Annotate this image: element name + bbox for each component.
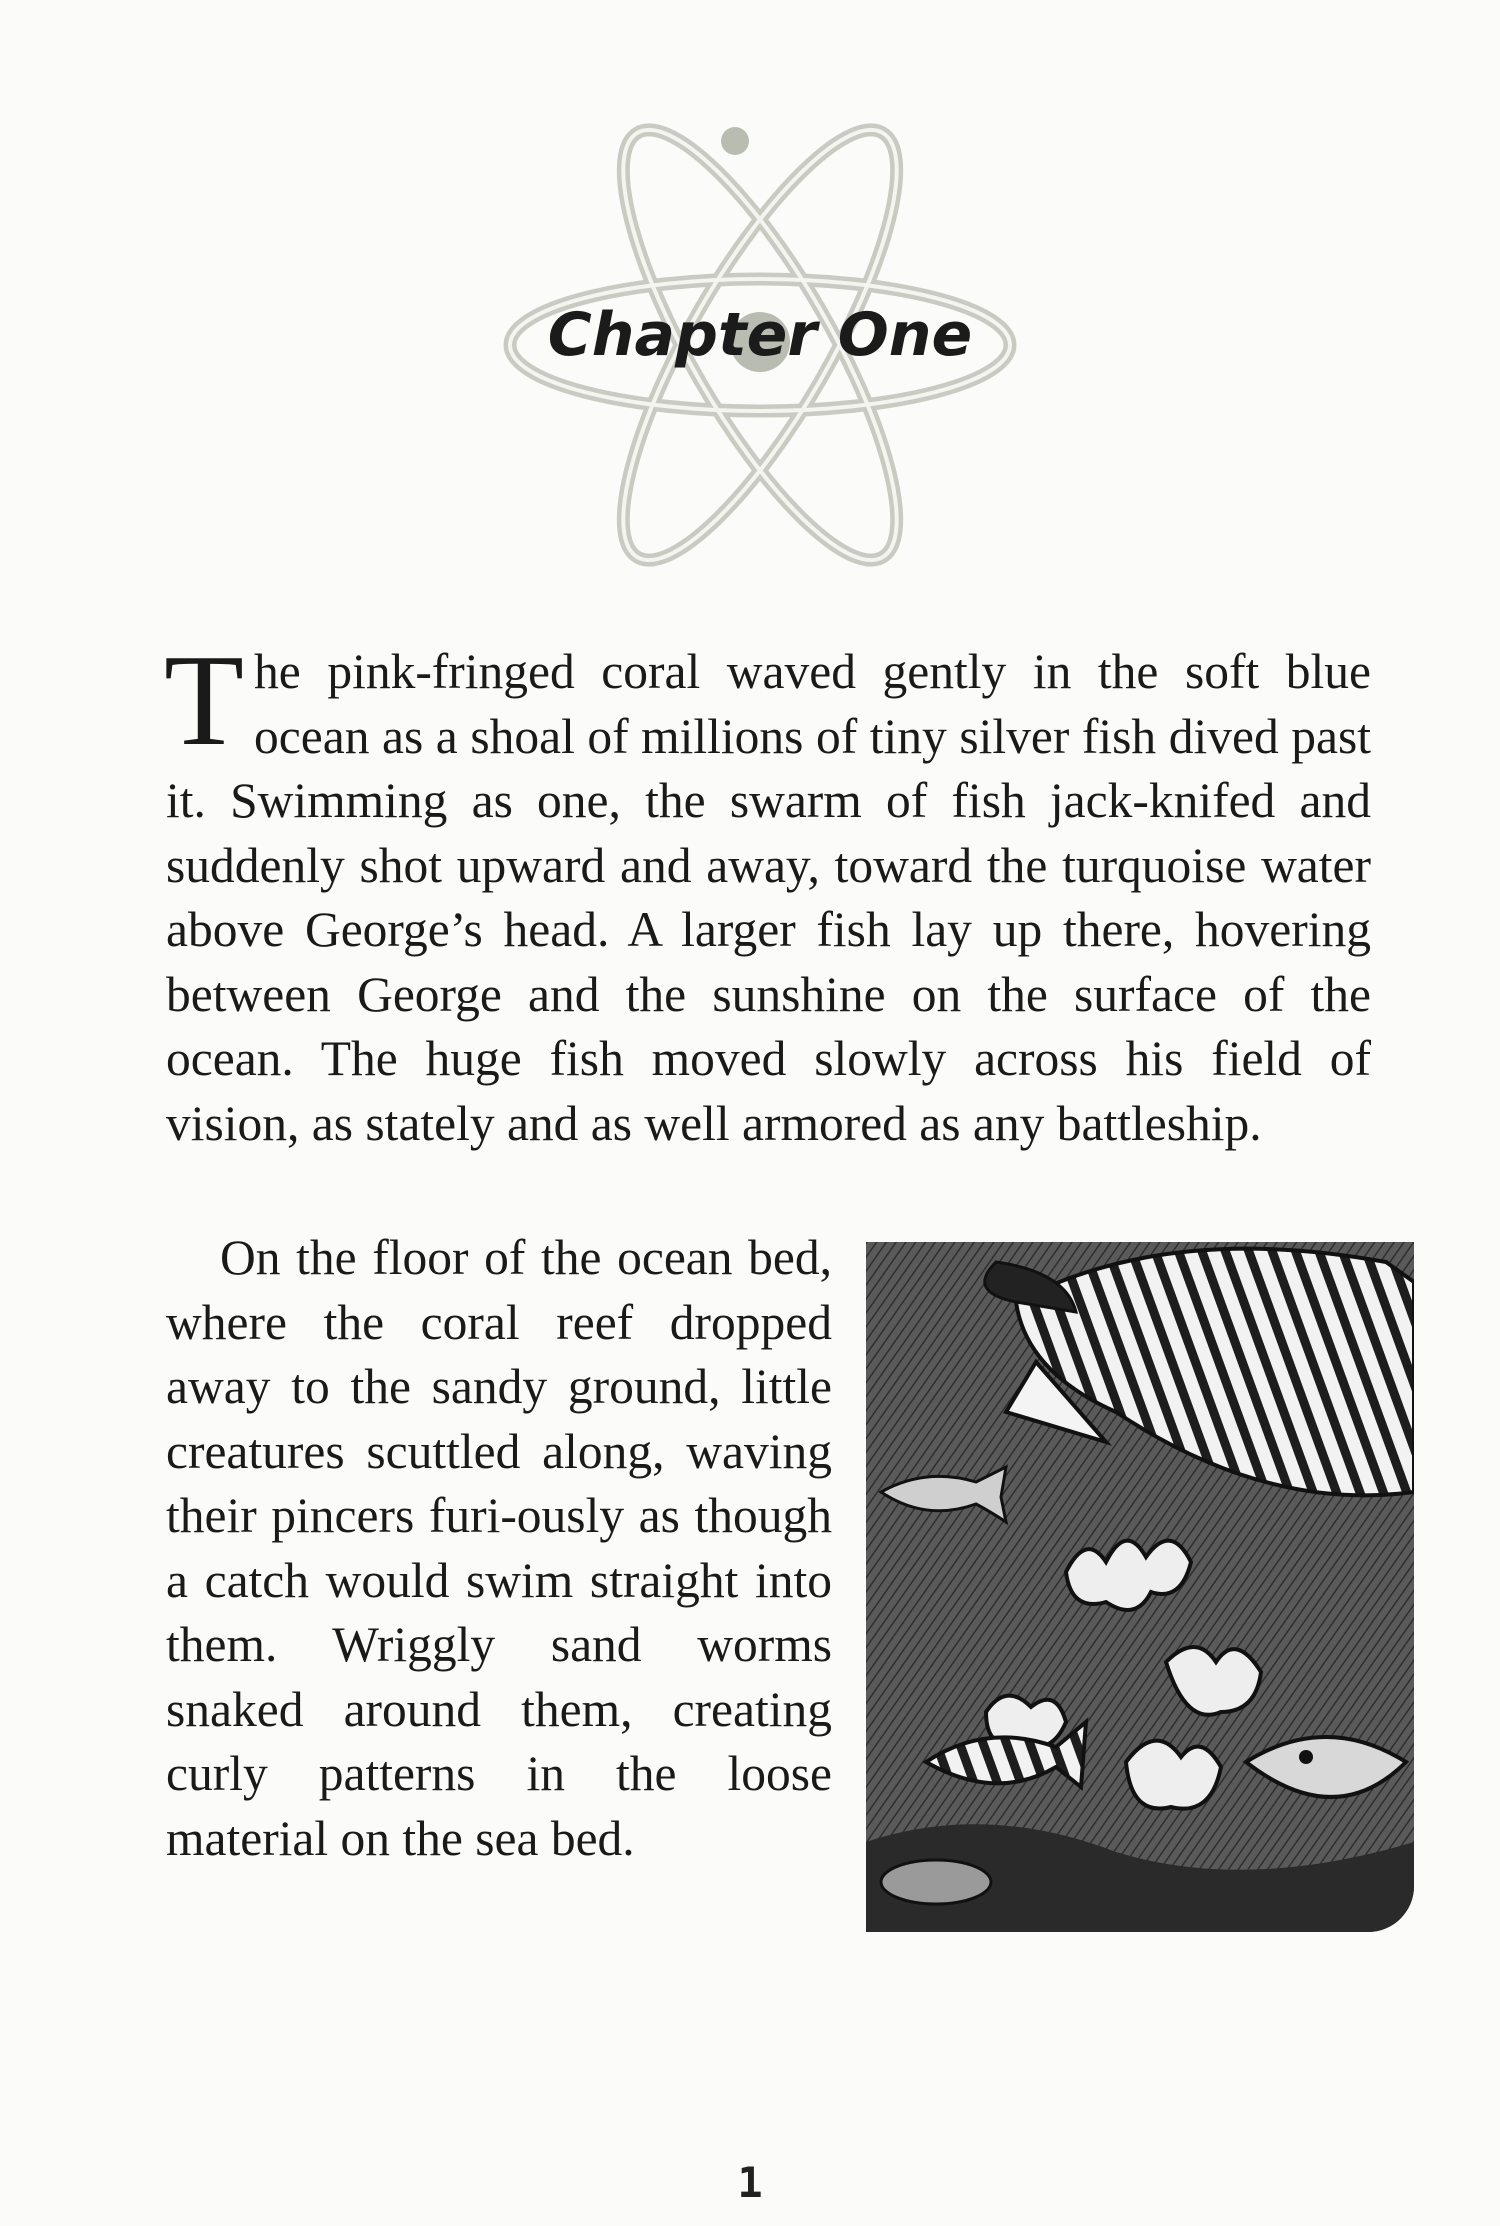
opening-paragraph [164,628,1371,1156]
chapter-title: Chapter One [547,300,973,370]
drop-cap: T [164,628,245,773]
paragraph-2: On the floor of the ocean bed, where the coral reef dropped away to the sandy ground, little creatures scuttled along, waving their pincers furi-ously as though a catch would swim straight into them. Wriggly sand worms snaked around them, creating curly patterns in the loose material on the sea bed. [166,1230,832,1866]
second-paragraph-column [166,1226,832,1871]
paragraph-1: he pink-fringed coral waved gently in the soft blue ocean as a shoal of millions of tiny silver fish dived past it. Swimming as one, the swarm of fish jack-knifed and suddenly shot upward and away, toward the turquoise water above George’s head. A larger fish lay up there, hovering between George and the sunshine on the surface of the ocean. The huge fish moved slowly across his field of vision, as stately and as well armored as any battleship. [166,644,1371,1151]
reef-illustration [866,1242,1414,1932]
page-number: 1 [737,2158,763,2207]
